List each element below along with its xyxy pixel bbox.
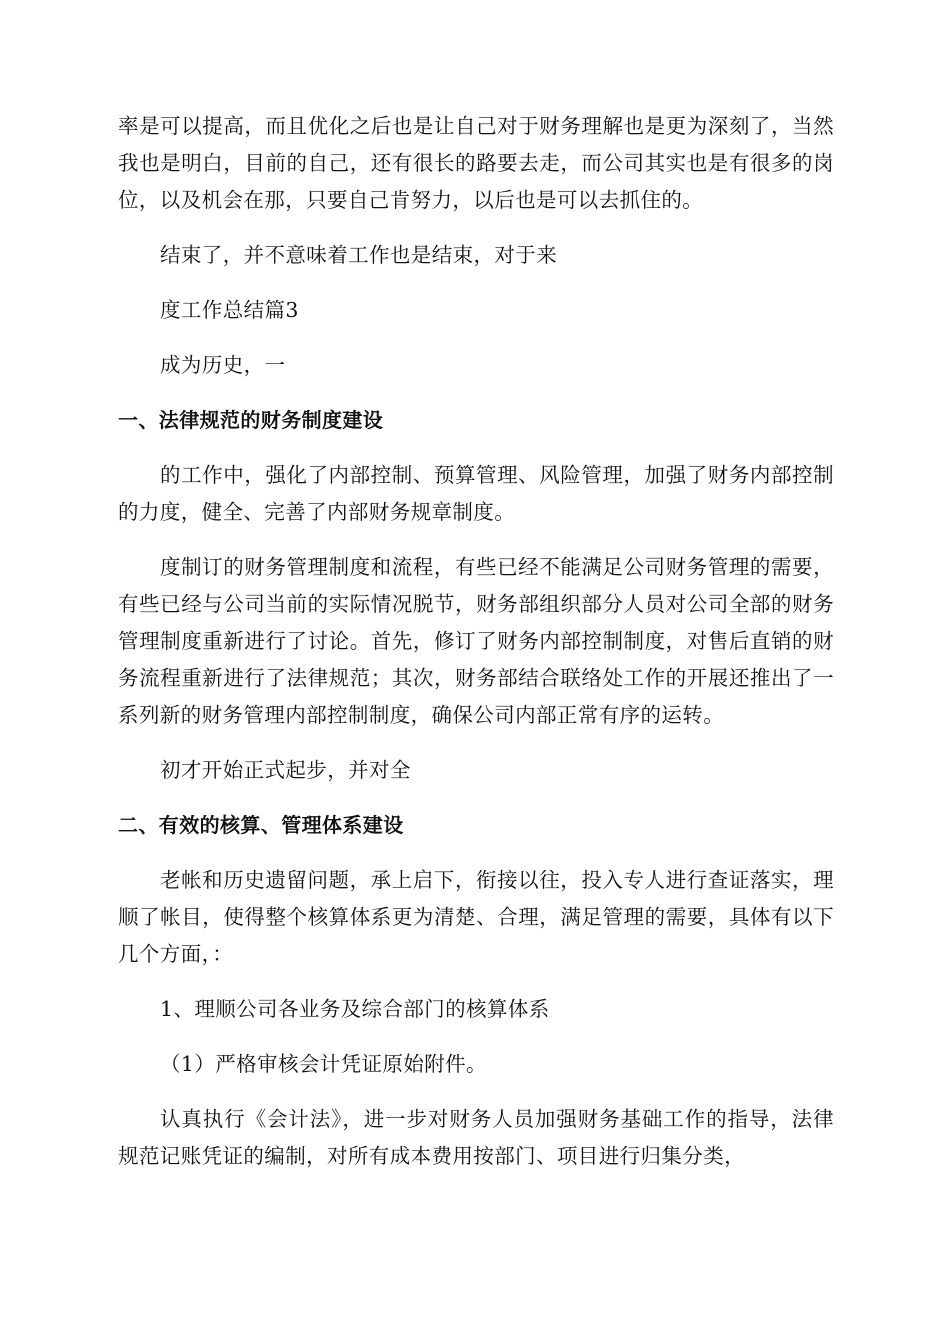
paragraph-legacy-accounts: 老帐和历史遗留问题，承上启下，衔接以往，投入专人进行查证落实，理顺了帐目，使得整个核算体系更为清楚、合理，满足管理的需要，具体有以下几个方面，： (118, 868, 834, 966)
paragraph-continuation: 率是可以提高，而且优化之后也是让自己对于财务理解也是更为深刻了，当然我也是明白，目前的自己，还有很长的路要去走，而公司其实也是有很多的岗位，以及机会在那，只要自己肯努力，以后也是可以去抓住的。 (118, 114, 834, 212)
heading-accounting-system: 二、有效的核算、管理体系建设 (118, 813, 404, 837)
paragraph-start: 初才开始正式起步，并对全 (160, 758, 411, 782)
paragraph-ending-note: 结束了，并不意味着工作也是结束，对于来 (160, 243, 558, 267)
list-item-accounting: 1、理顺公司各业务及综合部门的核算体系 (160, 997, 550, 1021)
paragraph-section-title: 度工作总结篇3 (160, 298, 299, 322)
paragraph-accounting-law: 认真执行《会计法》，进一步对财务人员加强财务基础工作的指导，法律规范记账凭证的编制，对所有成本费用按部门、项目进行归集分类， (118, 1107, 834, 1168)
paragraph-history: 成为历史，一 (160, 353, 286, 377)
paragraph-management-rules: 度制订的财务管理制度和流程，有些已经不能满足公司财务管理的需要，有些已经与公司当前的实际情况脱节，财务部组织部分人员对公司全部的财务管理制度重新进行了讨论。首先，修订了财务内部控制制度，对售后直销的财务流程重新进行了法律规范；其次，财务部结合联络处工作的开展还推出了一系列新的财务管理内部控制制度，确保公司内部正常有序的运转。 (118, 555, 834, 727)
paragraph-internal-control: 的工作中，强化了内部控制、预算管理、风险管理，加强了财务内部控制的力度，健全、完善了内部财务规章制度。 (118, 463, 834, 524)
document-body (118, 108, 834, 1175)
list-subitem-vouchers: （1）严格审核会计凭证原始附件。 (160, 1052, 487, 1076)
heading-financial-system: 一、法律规范的财务制度建设 (118, 408, 384, 432)
